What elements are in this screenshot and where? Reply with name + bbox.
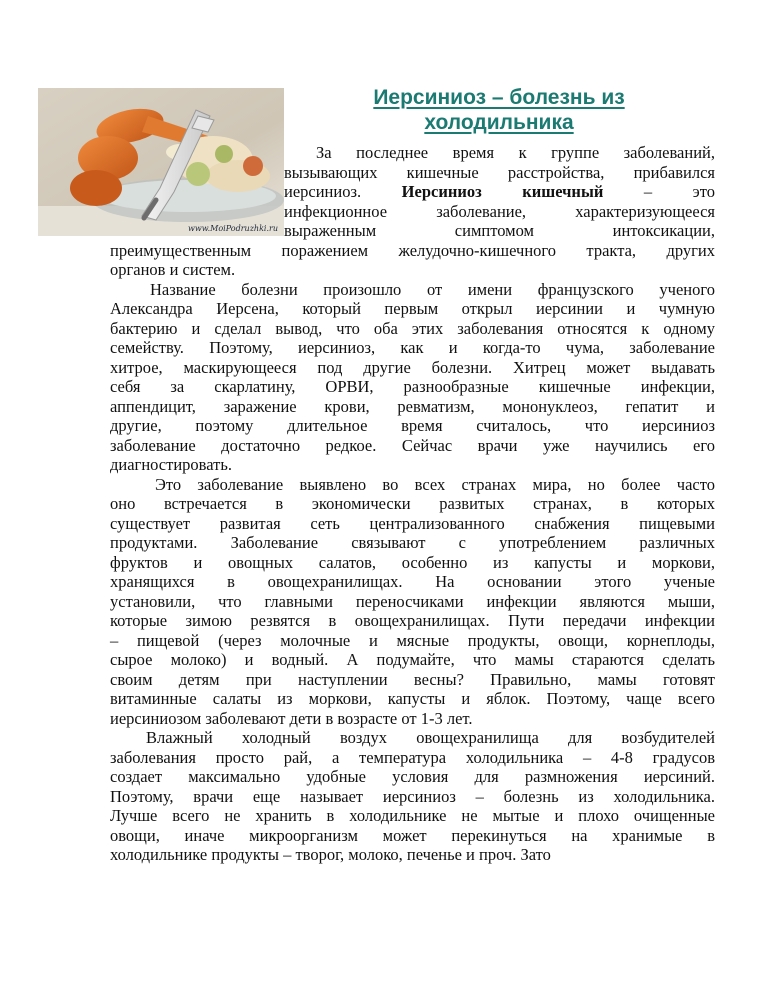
image-watermark: www.MoiPodruzhki.ru	[188, 224, 278, 233]
paragraph-line: аппендицит, заражение крови, ревматизм, мононуклеоз, гепатит и	[110, 396, 715, 416]
intro-line: вызывающих кишечные расстройства, прибавился	[284, 162, 715, 182]
paragraph-line: иерсиниозом заболевают дети в возрасте от 1-3 лет.	[110, 708, 473, 728]
paragraph-line: фруктов и овощных салатов, особенно из капусты и моркови,	[110, 552, 715, 572]
paragraph-line: Название болезни произошло от имени французского ученого	[150, 279, 715, 299]
paragraph-line: хранящихся в овощехранилищах. На основании этого ученые	[110, 572, 715, 591]
paragraph-line: сырое молоко) и водный. А подумайте, что мамы стараются сделать	[110, 650, 715, 669]
intro-line: преимущественным поражением желудочно-кишечного тракта, других	[110, 240, 715, 260]
paragraph-line: оно встречается в экономически развитых странах, в которых	[110, 494, 715, 513]
paragraph-line: заболевания просто рай, а температура холодильника – 4-8 градусов	[110, 747, 715, 767]
intro-line: органов и систем.	[110, 260, 236, 279]
paragraph-line: бактерию и сделал вывод, что оба этих заболевания относятся к одному	[110, 318, 715, 338]
paragraph-line: холодильнике продукты – творог, молоко, печенье и проч. Зато	[110, 845, 551, 864]
paragraph-line: своим детям при наступлении весны? Правильно, мамы готовят	[110, 669, 715, 689]
intro-text: иерсиниоз.	[284, 182, 362, 201]
paragraph-line: хитрое, маскирующееся под другие болезни. Хитрец может выдавать	[110, 357, 715, 377]
paragraph-line: Лучше всего не хранить в холодильнике не мытые и плохо очищенные	[110, 806, 715, 825]
paragraph-line: витаминные салаты из моркови, капусты и яблок. Поэтому, чаще всего	[110, 689, 715, 708]
paragraph-line: другие, поэтому длительное время считалось, что иерсиниоз	[110, 416, 715, 435]
paragraph-line: продуктами. Заболевание связывают с употреблением различных	[110, 533, 715, 552]
paragraph-line: заболевание достаточно редкое. Сейчас врачи уже научились его	[110, 435, 715, 455]
paragraph-line: Влажный холодный воздух овощехранилища для возбудителей	[146, 728, 715, 747]
paragraph-line: которые зимою резвятся в овощехранилищах. Пути передачи инфекции	[110, 611, 715, 630]
paragraph-line: себя за скарлатину, ОРВИ, разнообразные кишечные инфекции,	[110, 377, 715, 396]
paragraph-line: диагностировать.	[110, 455, 233, 474]
paragraph-line: Поэтому, врачи еще называет иерсиниоз – болезнь из холодильника.	[110, 786, 715, 806]
article-title: Иерсиниоз – болезнь из холодильника	[373, 86, 625, 134]
paragraph-line: существует развитая сеть централизованного снабжения пищевыми	[110, 513, 715, 533]
intro-line: За последнее время к группе заболеваний,	[316, 143, 715, 162]
intro-line: инфекционное заболевание, характеризующееся	[284, 201, 715, 221]
intro-bold-term: Иерсиниоз кишечный	[401, 182, 604, 201]
vegetables-illustration	[38, 88, 284, 236]
paragraph-line: Александра Иерсена, который первым открыл иерсинии и чумную	[110, 299, 715, 318]
paragraph-line: овощи, иначе микроорганизм может перекинуться на хранимые в	[110, 825, 715, 845]
vegetables-photo	[38, 88, 284, 236]
paragraph-line: установили, что главными переносчиками инфекции являются мыши,	[110, 591, 715, 611]
paragraph-line: – пищевой (через молочные и мясные продукты, овощи, корнеплоды,	[110, 630, 715, 650]
intro-text: – это	[643, 182, 716, 201]
intro-line	[284, 182, 715, 202]
paragraph-line: Это заболевание выявлено во всех странах мира, но более часто	[155, 474, 715, 494]
paragraph-line: семейству. Поэтому, иерсиниоз, как и когда-то чума, заболевание	[110, 338, 715, 357]
intro-line: выраженным симптомом интоксикации,	[284, 221, 715, 240]
paragraph-line: создает максимально удобные условия для размножения иерсиний.	[110, 767, 715, 786]
